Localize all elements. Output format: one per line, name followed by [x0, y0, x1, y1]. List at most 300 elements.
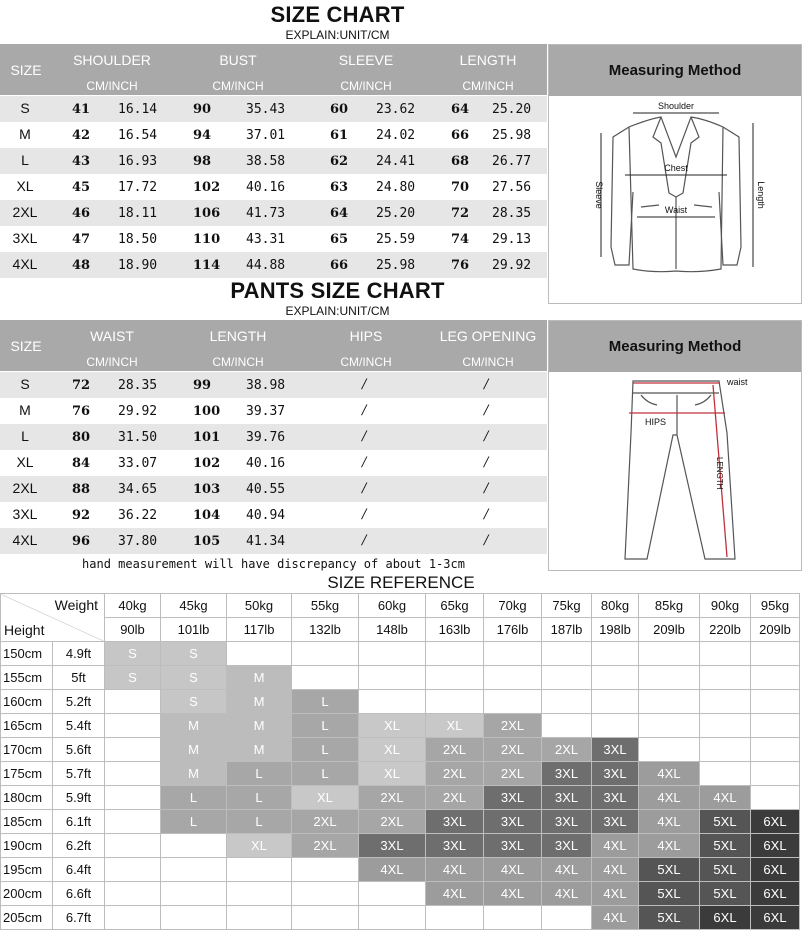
height-ft-cell: 5.9ft	[53, 786, 105, 810]
size-cell	[700, 690, 751, 714]
pants-inch-cell: 28.35	[118, 378, 158, 393]
jacket-inch-cell: 29.13	[492, 232, 532, 247]
weight-kg-cell: 75kg	[542, 594, 592, 618]
height-cm-cell: 175cm	[1, 762, 53, 786]
jacket-inch-cell: 16.93	[118, 154, 158, 169]
jacket-inch-cell: 25.20	[376, 206, 416, 221]
size-cell: M	[227, 738, 292, 762]
jacket-cm-cell: 48	[72, 258, 91, 273]
weight-kg-cell: 85kg	[639, 594, 700, 618]
height-ft-cell: 5.7ft	[53, 762, 105, 786]
size-cell: 3XL	[592, 762, 639, 786]
jacket-size-cell: M	[19, 126, 31, 142]
jacket-inch-cell: 17.72	[118, 180, 158, 195]
weight-lb-row	[1, 618, 800, 642]
jacket-cm-cell: 74	[451, 232, 470, 247]
pants-unit-label: CM/INCH	[340, 355, 392, 369]
size-cell: 4XL	[592, 858, 639, 882]
size-cell: XL	[359, 738, 426, 762]
size-cell: 4XL	[426, 882, 484, 906]
pants-value-cell: /	[362, 429, 367, 444]
pants-value-cell: /	[362, 533, 367, 548]
size-cell	[751, 666, 800, 690]
jacket-cm-cell: 65	[330, 232, 349, 247]
size-cell: 2XL	[484, 738, 542, 762]
jacket-cm-cell: 72	[451, 206, 470, 221]
jacket-cm-cell: 61	[330, 128, 349, 143]
jacket-left-lapel	[653, 117, 676, 197]
weight-kg-cell: 65kg	[426, 594, 484, 618]
pants-cm-cell: 99	[193, 378, 212, 393]
weight-lb-cell: 163lb	[426, 618, 484, 642]
size-cell: S	[105, 666, 161, 690]
size-cell	[484, 666, 542, 690]
size-cell: L	[292, 738, 359, 762]
height-cm-cell: 150cm	[1, 642, 53, 666]
size-cell: L	[292, 762, 359, 786]
pants-size-cell: S	[20, 376, 30, 392]
size-cell	[751, 738, 800, 762]
jacket-cm-cell: 47	[72, 232, 91, 247]
jacket-cm-cell: 110	[193, 232, 221, 247]
pants-size-cell: 3XL	[12, 506, 38, 522]
pants-cm-cell: 103	[193, 482, 221, 497]
size-cell: 5XL	[639, 858, 700, 882]
size-cell	[426, 666, 484, 690]
weight-lb-cell: 209lb	[751, 618, 800, 642]
size-cell	[592, 642, 639, 666]
pants-size-cell: L	[21, 428, 29, 444]
jacket-inch-cell: 18.50	[118, 232, 158, 247]
pants-value-cell: /	[484, 481, 489, 496]
height-cm-cell: 180cm	[1, 786, 53, 810]
pants-cm-cell: 101	[193, 430, 221, 445]
height-row	[1, 714, 800, 738]
height-ft-cell: 5.2ft	[53, 690, 105, 714]
weight-lb-cell: 101lb	[161, 618, 227, 642]
pants-row	[0, 398, 547, 424]
weight-lb-cell: 198lb	[592, 618, 639, 642]
size-cell	[105, 906, 161, 930]
jacket-cm-cell: 114	[193, 258, 221, 273]
size-cell	[542, 906, 592, 930]
size-cell: M	[161, 714, 227, 738]
size-cell: 3XL	[426, 834, 484, 858]
jacket-cm-cell: 66	[330, 258, 349, 273]
size-cell	[105, 690, 161, 714]
size-cell	[542, 642, 592, 666]
pants-size-cell: 4XL	[12, 532, 38, 548]
weight-kg-row	[1, 594, 800, 618]
size-cell: 4XL	[484, 882, 542, 906]
size-cell: 3XL	[592, 810, 639, 834]
size-cell	[105, 762, 161, 786]
height-label: Height	[4, 622, 45, 638]
pants-value-cell: /	[484, 429, 489, 444]
pants-unit-label: CM/INCH	[86, 355, 138, 369]
size-cell: L	[161, 786, 227, 810]
height-row	[1, 690, 800, 714]
size-cell: XL	[359, 714, 426, 738]
size-cell: 4XL	[592, 906, 639, 930]
jacket-col-length: LENGTH	[459, 52, 517, 68]
jacket-unit-label: CM/INCH	[462, 79, 514, 93]
jacket-inch-cell: 23.62	[376, 102, 416, 117]
corner-cell	[1, 594, 105, 642]
size-cell: 4XL	[639, 834, 700, 858]
jacket-diagram	[549, 97, 801, 302]
size-cell: 4XL	[639, 810, 700, 834]
size-cell	[359, 642, 426, 666]
pants-value-cell: /	[362, 507, 367, 522]
size-cell	[292, 642, 359, 666]
pants-measuring-method-label: Measuring Method	[549, 321, 801, 372]
jacket-col-sleeve: SLEEVE	[338, 52, 394, 68]
size-cell: 3XL	[484, 786, 542, 810]
weight-kg-cell: 50kg	[227, 594, 292, 618]
pants-inch-cell: 40.16	[246, 456, 286, 471]
pants-row	[0, 502, 547, 528]
size-cell: L	[227, 810, 292, 834]
size-cell: 5XL	[700, 834, 751, 858]
jacket-inch-cell: 29.92	[492, 258, 532, 273]
jacket-row	[0, 148, 547, 174]
height-ft-cell: 5ft	[53, 666, 105, 690]
size-cell	[105, 738, 161, 762]
size-cell: 2XL	[542, 738, 592, 762]
size-cell: 4XL	[639, 786, 700, 810]
jacket-inch-cell: 35.43	[246, 102, 286, 117]
size-cell: 4XL	[542, 882, 592, 906]
height-cm-cell: 205cm	[1, 906, 53, 930]
weight-lb-cell: 90lb	[105, 618, 161, 642]
height-row	[1, 858, 800, 882]
jacket-inch-cell: 24.80	[376, 180, 416, 195]
size-cell	[700, 714, 751, 738]
size-cell: 2XL	[484, 762, 542, 786]
size-cell: 3XL	[359, 834, 426, 858]
height-cm-cell: 185cm	[1, 810, 53, 834]
height-row	[1, 810, 800, 834]
jacket-row	[0, 200, 547, 226]
size-cell: 3XL	[592, 786, 639, 810]
pants-size-cell: 2XL	[12, 480, 38, 496]
jacket-inch-cell: 25.59	[376, 232, 416, 247]
pants-chart-title: PANTS SIZE CHART	[230, 278, 445, 303]
size-cell	[105, 714, 161, 738]
size-cell: M	[227, 714, 292, 738]
height-row	[1, 738, 800, 762]
chest-label: Chest	[664, 163, 688, 173]
weight-kg-cell: 45kg	[161, 594, 227, 618]
pants-value-cell: /	[484, 455, 489, 470]
jacket-unit-label: CM/INCH	[86, 79, 138, 93]
size-cell	[592, 666, 639, 690]
pants-unit-label: CM/INCH	[212, 355, 264, 369]
size-cell: 4XL	[700, 786, 751, 810]
size-cell: 5XL	[700, 858, 751, 882]
size-cell	[639, 690, 700, 714]
jacket-size-header: SIZE	[10, 62, 42, 78]
weight-kg-cell: 60kg	[359, 594, 426, 618]
size-cell	[227, 882, 292, 906]
size-cell: M	[161, 762, 227, 786]
jacket-cm-cell: 102	[193, 180, 221, 195]
pants-cm-cell: 100	[193, 404, 221, 419]
size-cell: 2XL	[292, 810, 359, 834]
size-cell: 3XL	[484, 810, 542, 834]
jacket-cm-cell: 68	[451, 154, 470, 169]
pants-size-cell: XL	[16, 454, 34, 470]
pants-value-cell: /	[484, 533, 489, 548]
weight-lb-cell: 187lb	[542, 618, 592, 642]
length-label: LENGTH	[715, 457, 724, 490]
jacket-cm-cell: 66	[451, 128, 470, 143]
size-cell	[292, 858, 359, 882]
size-cell: 6XL	[751, 906, 800, 930]
jacket-col-shoulder: SHOULDER	[73, 52, 151, 68]
jacket-cm-cell: 62	[330, 154, 349, 169]
pants-row	[0, 476, 547, 502]
jacket-inch-cell: 43.31	[246, 232, 286, 247]
measurement-note: hand measurement will have discrepancy of about 1-3cm	[82, 557, 465, 571]
pants-inch-cell: 29.92	[118, 404, 158, 419]
size-chart-title: SIZE CHART	[270, 2, 405, 27]
size-cell	[751, 690, 800, 714]
pants-value-cell: /	[362, 481, 367, 496]
pants-value-cell: /	[362, 403, 367, 418]
weight-lb-cell: 209lb	[639, 618, 700, 642]
sleeve-label: Sleeve	[594, 181, 604, 209]
jacket-cm-cell: 90	[193, 102, 212, 117]
size-cell: 6XL	[700, 906, 751, 930]
weight-lb-cell: 132lb	[292, 618, 359, 642]
jacket-row	[0, 96, 547, 122]
weight-kg-cell: 80kg	[592, 594, 639, 618]
pants-inch-cell: 33.07	[118, 456, 158, 471]
length-label: Length	[756, 181, 766, 209]
size-cell: S	[161, 642, 227, 666]
size-cell	[639, 714, 700, 738]
size-cell: 6XL	[751, 834, 800, 858]
pants-cm-cell: 84	[72, 456, 91, 471]
pants-value-cell: /	[484, 507, 489, 522]
jacket-inch-cell: 25.20	[492, 102, 532, 117]
size-cell	[700, 738, 751, 762]
pants-size-cell: M	[19, 402, 31, 418]
height-cm-cell: 195cm	[1, 858, 53, 882]
pants-measuring-method	[548, 320, 802, 571]
height-row	[1, 666, 800, 690]
height-cm-cell: 165cm	[1, 714, 53, 738]
size-cell	[700, 762, 751, 786]
size-cell	[426, 642, 484, 666]
size-cell	[700, 642, 751, 666]
jacket-cm-cell: 63	[330, 180, 349, 195]
shoulder-label: Shoulder	[657, 101, 695, 111]
jacket-size-cell: 4XL	[12, 256, 38, 272]
jacket-inch-cell: 24.41	[376, 154, 416, 169]
pants-inch-cell: 39.76	[246, 430, 286, 445]
size-cell: 4XL	[592, 834, 639, 858]
height-cm-cell: 160cm	[1, 690, 53, 714]
jacket-cm-cell: 64	[330, 206, 349, 221]
pants-diagram	[549, 373, 801, 569]
weight-kg-cell: 40kg	[105, 594, 161, 618]
height-row	[1, 882, 800, 906]
size-reference-table	[0, 593, 800, 930]
size-cell: 2XL	[426, 762, 484, 786]
size-cell	[292, 666, 359, 690]
jacket-size-cell: 2XL	[12, 204, 38, 220]
size-cell	[227, 858, 292, 882]
waist-label: Waist	[664, 205, 688, 215]
size-cell: M	[161, 738, 227, 762]
size-cell	[751, 786, 800, 810]
size-cell	[751, 762, 800, 786]
pants-col-leg-opening: LEG OPENING	[439, 328, 537, 344]
size-cell	[542, 714, 592, 738]
jacket-size-cell: S	[20, 100, 30, 116]
jacket-cm-cell: 60	[330, 102, 349, 117]
size-cell: 3XL	[426, 810, 484, 834]
size-cell	[542, 666, 592, 690]
size-cell	[105, 810, 161, 834]
jacket-row	[0, 174, 547, 200]
height-ft-cell: 4.9ft	[53, 642, 105, 666]
pants-cm-cell: 92	[72, 508, 91, 523]
pants-inch-cell: 41.34	[246, 534, 286, 549]
pants-cm-cell: 80	[72, 430, 91, 445]
jacket-cm-cell: 46	[72, 206, 91, 221]
jacket-cm-cell: 98	[193, 154, 212, 169]
height-row	[1, 906, 800, 930]
size-cell: 5XL	[700, 882, 751, 906]
size-cell	[484, 906, 542, 930]
size-cell: 3XL	[542, 786, 592, 810]
pants-size-header: SIZE	[10, 338, 42, 354]
size-cell	[484, 690, 542, 714]
size-cell: M	[227, 666, 292, 690]
size-cell	[292, 882, 359, 906]
size-cell	[161, 882, 227, 906]
jacket-col-bust: BUST	[219, 52, 257, 68]
jacket-inch-cell: 25.98	[492, 128, 532, 143]
height-ft-cell: 6.4ft	[53, 858, 105, 882]
size-cell: L	[227, 762, 292, 786]
jacket-measuring-method-label: Measuring Method	[549, 45, 801, 96]
size-cell: L	[161, 810, 227, 834]
weight-lb-cell: 220lb	[700, 618, 751, 642]
jacket-cm-cell: 70	[451, 180, 470, 195]
size-cell	[592, 690, 639, 714]
size-cell	[161, 858, 227, 882]
pants-inch-cell: 40.94	[246, 508, 286, 523]
waist-label: waist	[727, 377, 748, 387]
size-cell: 2XL	[426, 786, 484, 810]
size-cell: L	[292, 714, 359, 738]
weight-kg-cell: 90kg	[700, 594, 751, 618]
jacket-cm-cell: 64	[451, 102, 470, 117]
pants-inch-cell: 40.55	[246, 482, 286, 497]
size-cell: 2XL	[292, 834, 359, 858]
pants-cm-cell: 88	[72, 482, 91, 497]
size-cell: XL	[426, 714, 484, 738]
pants-inch-cell: 39.37	[246, 404, 286, 419]
jacket-inch-cell: 18.90	[118, 258, 158, 273]
size-cell	[227, 906, 292, 930]
size-chart-explain: EXPLAIN:UNIT/CM	[285, 28, 390, 42]
pants-col-length: LENGTH	[209, 328, 267, 344]
pants-row	[0, 372, 547, 398]
size-cell	[161, 906, 227, 930]
height-row	[1, 834, 800, 858]
size-cell	[161, 834, 227, 858]
jacket-measuring-method	[548, 44, 802, 304]
jacket-unit-label: CM/INCH	[340, 79, 392, 93]
height-ft-cell: 6.1ft	[53, 810, 105, 834]
size-cell: 3XL	[542, 834, 592, 858]
pants-cm-cell: 102	[193, 456, 221, 471]
weight-label: Weight	[54, 597, 98, 613]
jacket-cm-cell: 94	[193, 128, 212, 143]
size-cell	[105, 882, 161, 906]
hips-label: HIPS	[645, 417, 667, 427]
size-cell: 6XL	[751, 810, 800, 834]
pants-row	[0, 450, 547, 476]
jacket-inch-cell: 27.56	[492, 180, 532, 195]
size-cell: S	[161, 666, 227, 690]
size-cell: XL	[227, 834, 292, 858]
height-ft-cell: 6.2ft	[53, 834, 105, 858]
jacket-cm-cell: 41	[72, 102, 91, 117]
size-cell	[639, 738, 700, 762]
jacket-inch-cell: 18.11	[118, 206, 158, 221]
pants-row	[0, 424, 547, 450]
pants-cm-cell: 96	[72, 534, 91, 549]
pants-inch-cell: 36.22	[118, 508, 158, 523]
jacket-inch-cell: 38.58	[246, 154, 286, 169]
jacket-inch-cell: 16.14	[118, 102, 158, 117]
size-cell: L	[292, 690, 359, 714]
size-cell	[105, 786, 161, 810]
pants-col-waist: WAIST	[90, 328, 134, 344]
jacket-inch-cell: 44.88	[246, 258, 286, 273]
size-cell: 3XL	[542, 810, 592, 834]
size-cell	[359, 690, 426, 714]
size-cell	[639, 666, 700, 690]
weight-lb-cell: 117lb	[227, 618, 292, 642]
jacket-row	[0, 122, 547, 148]
pants-value-cell: /	[484, 403, 489, 418]
jacket-cm-cell: 42	[72, 128, 91, 143]
size-cell: 5XL	[639, 906, 700, 930]
jacket-inch-cell: 24.02	[376, 128, 416, 143]
pants-col-hips: HIPS	[349, 328, 383, 344]
size-cell: 2XL	[426, 738, 484, 762]
size-cell: 4XL	[359, 858, 426, 882]
pants-inch-cell: 37.80	[118, 534, 158, 549]
size-cell: 6XL	[751, 858, 800, 882]
pants-row	[0, 528, 547, 554]
pants-inch-cell: 38.98	[246, 378, 286, 393]
size-cell: 3XL	[542, 762, 592, 786]
size-reference-title: SIZE REFERENCE	[327, 573, 475, 592]
size-cell: XL	[292, 786, 359, 810]
size-cell: 5XL	[700, 810, 751, 834]
pants-cm-cell: 72	[72, 378, 91, 393]
size-cell	[227, 642, 292, 666]
